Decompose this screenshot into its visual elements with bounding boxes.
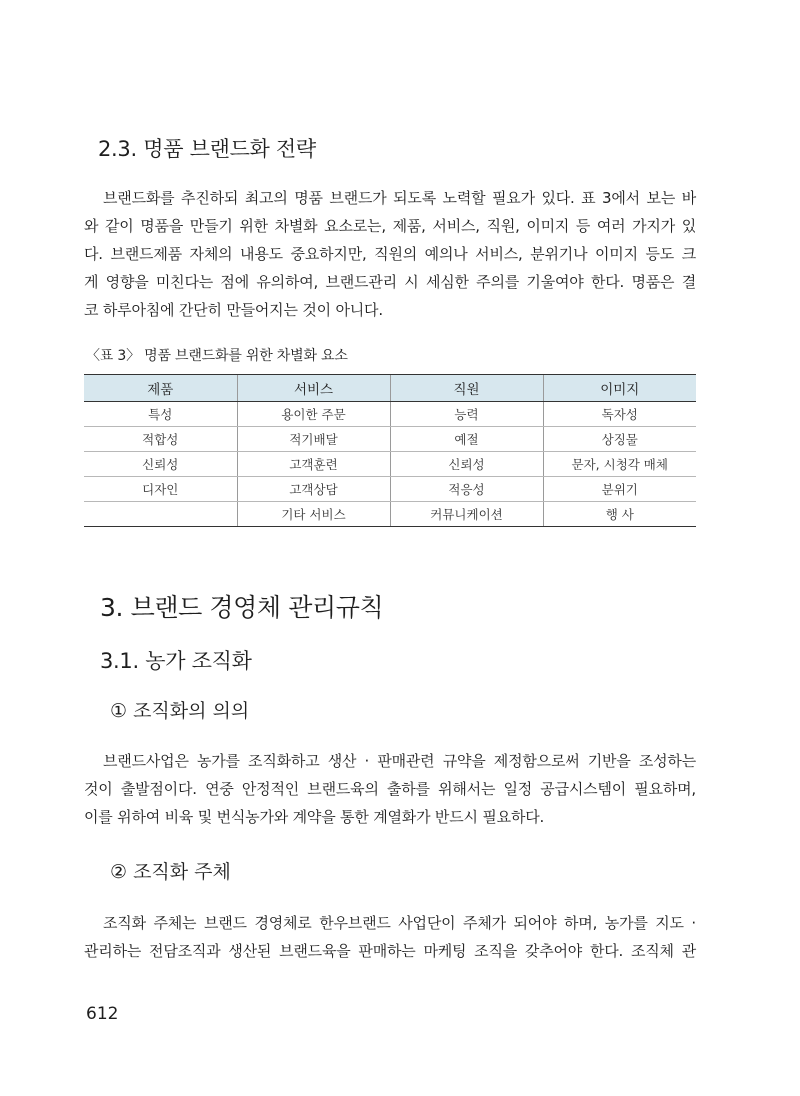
subsection-2-heading: ② 조직화 주체: [110, 861, 231, 883]
section-3-1-heading: 3.1. 농가 조직화: [100, 649, 252, 673]
table-cell: 고객훈련: [237, 452, 390, 477]
paragraph-line: 조직화 주체는 브랜드 경영체로 한우브랜드 사업단이 주체가 되어야 하며, 농가를 지도 ·: [103, 914, 696, 932]
table-cell: 능력: [390, 402, 543, 427]
paragraph-line: 브랜드화를 추진하되 최고의 명품 브랜드가 되도록 노력할 필요가 있다. 표 3에서 보는 바: [103, 189, 696, 207]
table-header-cell: 이미지: [543, 375, 696, 402]
table-cell: 적응성: [390, 477, 543, 502]
paragraph-line: 게 영향을 미친다는 점에 유의하여, 브랜드관리 시 세심한 주의를 기울여야 한다. 명품은 결: [84, 273, 696, 291]
section-3-heading: 3. 브랜드 경영체 관리규칙: [100, 593, 384, 622]
table-cell: 분위기: [543, 477, 696, 502]
table-header-cell: 서비스: [237, 375, 390, 402]
table-cell: 예절: [390, 427, 543, 452]
subsection-1-heading: ① 조직화의 의의: [110, 700, 250, 722]
table-row: [84, 427, 696, 452]
section-2-3-heading: 2.3. 명품 브랜드화 전략: [98, 137, 316, 161]
table-row: [84, 477, 696, 502]
table-cell: 적합성: [84, 427, 237, 452]
table-row: [84, 402, 696, 427]
table-cell: 상징물: [543, 427, 696, 452]
paragraph-line: 관리하는 전담조직과 생산된 브랜드육을 판매하는 마케팅 조직을 갖추어야 한다. 조직체 관: [84, 942, 696, 960]
table-cell: 디자인: [84, 477, 237, 502]
table-cell: 문자, 시청각 매체: [543, 452, 696, 477]
table-row: [84, 502, 696, 527]
table-header-cell: 제품: [84, 375, 237, 402]
paragraph-line: 것이 출발점이다. 연중 안정적인 브랜드육의 출하를 위해서는 일정 공급시스템이 필요하며,: [84, 780, 696, 798]
paragraph-line: 코 하루아침에 간단히 만들어지는 것이 아니다.: [84, 301, 383, 319]
table-cell: 특성: [84, 402, 237, 427]
paragraph-line: 와 같이 명품을 만들기 위한 차별화 요소로는, 제품, 서비스, 직원, 이미지 등 여러 가지가 있: [84, 217, 696, 235]
table-row: [84, 452, 696, 477]
table-cell: 커뮤니케이션: [390, 502, 543, 527]
table-cell: [84, 502, 237, 527]
table-cell: 적기배달: [237, 427, 390, 452]
table-cell: 신뢰성: [84, 452, 237, 477]
paragraph-line: 브랜드사업은 농가를 조직화하고 생산 · 판매관련 규약을 제정함으로써 기반을 조성하는: [103, 752, 696, 770]
differentiation-table: [84, 374, 696, 527]
table-cell: 행 사: [543, 502, 696, 527]
table-header-cell: 직원: [390, 375, 543, 402]
table-cell: 고객상담: [237, 477, 390, 502]
table-header-row: [84, 375, 696, 402]
table-caption: 〈표 3〉 명품 브랜드화를 위한 차별화 요소: [86, 348, 348, 364]
table-cell: 용이한 주문: [237, 402, 390, 427]
page-number: 612: [86, 1004, 119, 1024]
table-cell: 기타 서비스: [237, 502, 390, 527]
table-cell: 신뢰성: [390, 452, 543, 477]
table-cell: 독자성: [543, 402, 696, 427]
paragraph-line: 다. 브랜드제품 자체의 내용도 중요하지만, 직원의 예의나 서비스, 분위기나 이미지 등도 크: [84, 245, 696, 263]
paragraph-line: 이를 위하여 비육 및 번식농가와 계약을 통한 계열화가 반드시 필요하다.: [84, 808, 545, 826]
